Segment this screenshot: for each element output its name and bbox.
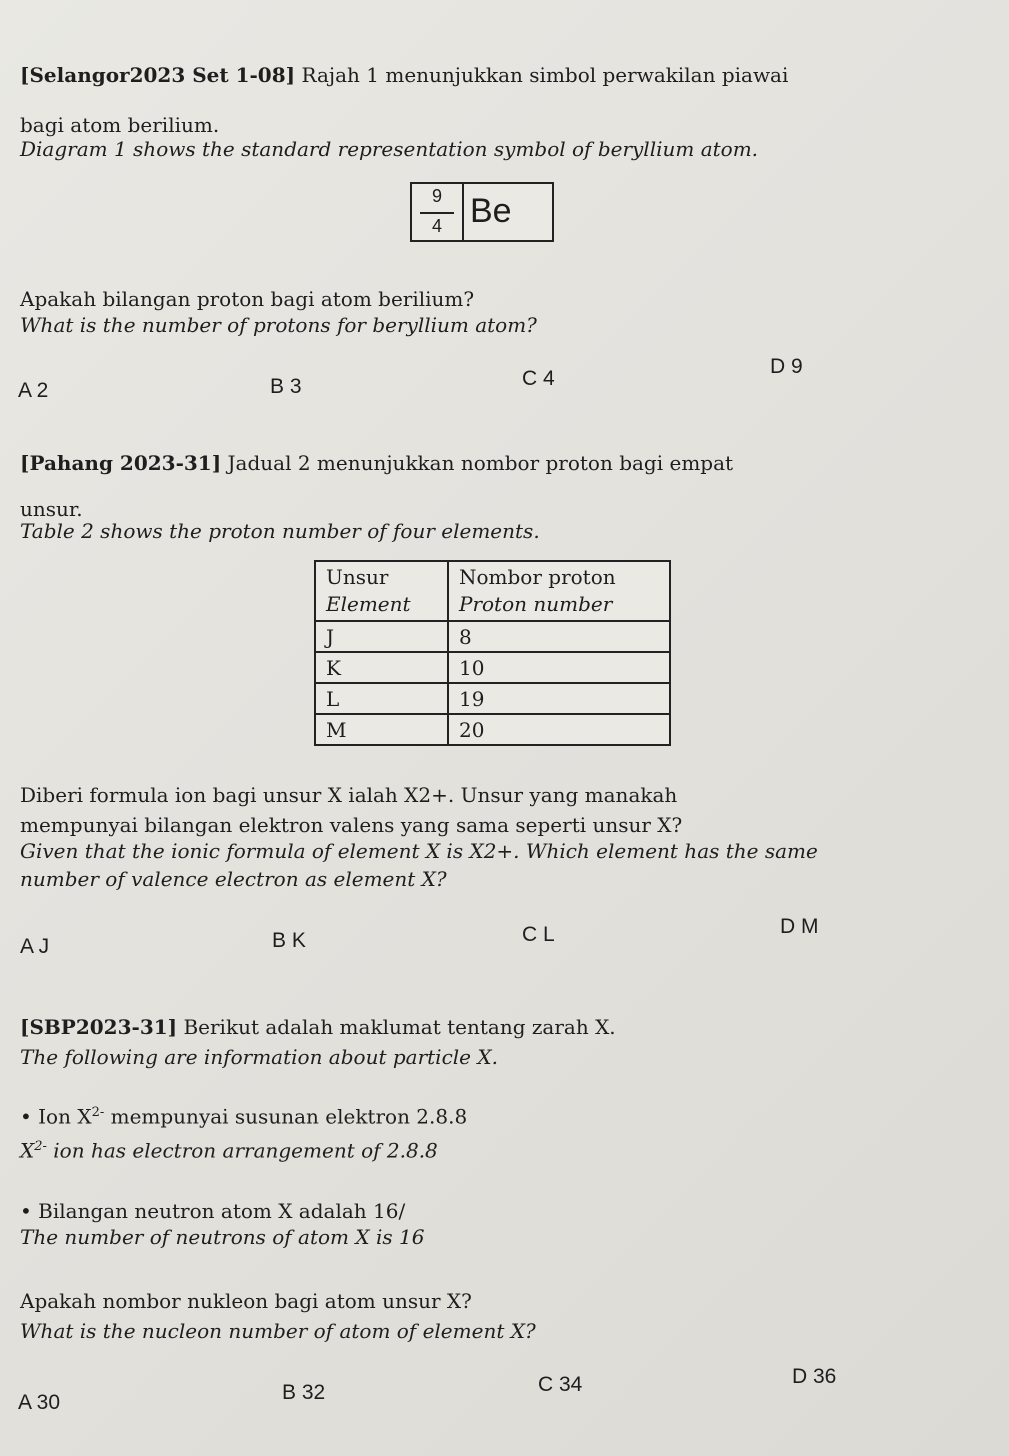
bullet-dot: • (20, 1104, 39, 1129)
beryllium-symbol-diagram (410, 182, 554, 242)
q3-question-ms: Apakah nombor nukleon bagi atom unsur X? (20, 1289, 472, 1313)
q3-option-d[interactable]: D 36 (792, 1365, 837, 1388)
q1-heading-cont: bagi atom berilium. (20, 113, 220, 137)
cell-proton: 8 (448, 621, 670, 652)
q1-option-c[interactable]: C 4 (522, 367, 555, 390)
header-element: Unsur Element (315, 561, 448, 621)
mass-number: 9 (431, 186, 442, 206)
q2-info-ms-2: mempunyai bilangan elektron valens yang sama seperti unsur X? (20, 813, 683, 837)
q2-option-b[interactable]: B K (272, 929, 306, 952)
fraction-line (420, 212, 454, 214)
q2-heading-en: Table 2 shows the proton number of four elements. (20, 519, 540, 543)
q3-option-b[interactable]: B 32 (282, 1381, 326, 1404)
table-row (315, 621, 670, 652)
q3-heading: [SBP2023-31] Berikut adalah maklumat tentang zarah X. (20, 1015, 616, 1039)
q1-option-d[interactable]: D 9 (770, 355, 803, 378)
q1-question-ms: Apakah bilangan proton bagi atom berilium? (20, 287, 475, 311)
header-proton-number: Nombor proton Proton number (448, 561, 670, 621)
q2-heading: [Pahang 2023-31] Jadual 2 menunjukkan nombor proton bagi empat (20, 451, 734, 475)
cell-proton: 10 (448, 652, 670, 683)
q2-heading-cont: unsur. (20, 497, 83, 521)
q1-option-a[interactable]: A 2 (18, 379, 49, 402)
q3-option-a[interactable]: A 30 (18, 1391, 61, 1414)
table-row (315, 652, 670, 683)
table-row (315, 683, 670, 714)
q2-info-en-2: number of valence electron as element X? (20, 867, 447, 891)
nucleon-proton-cell (412, 184, 464, 240)
q2-option-d[interactable]: D M (780, 915, 819, 938)
q2-info-ms-1: Diberi formula ion bagi unsur X ialah X2+. Unsur yang manakah (20, 783, 678, 807)
cell-element: K (315, 652, 448, 683)
q2-info-en-1: Given that the ionic formula of element X is X2+. Which element has the same (20, 839, 818, 863)
q3-option-c[interactable]: C 34 (538, 1373, 583, 1396)
cell-element: J (315, 621, 448, 652)
q3-bullet-2: • Bilangan neutron atom X adalah 16/ (20, 1199, 406, 1223)
cell-proton: 20 (448, 714, 670, 745)
q3-heading-en: The following are information about particle X. (20, 1045, 498, 1069)
cell-element: L (315, 683, 448, 714)
proton-number: 4 (431, 216, 442, 236)
q1-question-en: What is the number of protons for beryllium atom? (20, 313, 537, 337)
q1-option-b[interactable]: B 3 (270, 375, 302, 398)
bullet-dot: • (20, 1199, 39, 1223)
q1-heading-en: Diagram 1 shows the standard representation symbol of beryllium atom. (20, 137, 759, 161)
table-row (315, 714, 670, 745)
q3-question-en: What is the nucleon number of atom of element X? (20, 1319, 536, 1343)
proton-number-table (314, 560, 671, 746)
table-header-row (315, 561, 670, 621)
cell-element: M (315, 714, 448, 745)
q3-bullet-1-en: $X^{2-}$ ion has electron arrangement of 2.8.8 (20, 1138, 438, 1163)
q3-bullet-2-en: The number of neutrons of atom X is 16 (20, 1225, 425, 1249)
q2-option-a[interactable]: A J (20, 935, 50, 958)
element-symbol: Be (470, 192, 512, 230)
q1-heading: [Selangor2023 Set 1-08] Rajah 1 menunjukkan simbol perwakilan piawai (20, 63, 789, 87)
cell-proton: 19 (448, 683, 670, 714)
q3-bullet-1: • Ion $X^{2-}$ mempunyai susunan elektron 2.8.8 (20, 1104, 468, 1129)
q2-option-c[interactable]: C L (522, 923, 555, 946)
